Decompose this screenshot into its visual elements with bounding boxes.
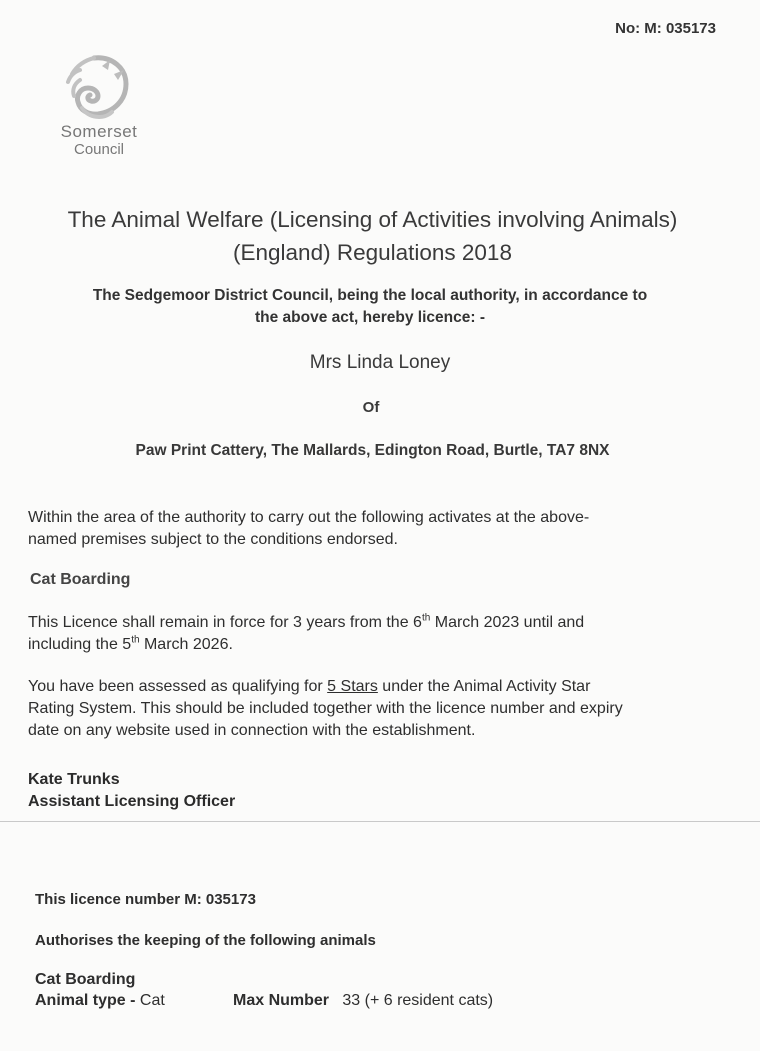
authority-paragraph [28,507,718,551]
activity-heading: Cat Boarding [30,571,131,588]
lower-activity-heading: Cat Boarding [35,971,136,988]
signatory-name: Kate Trunks [28,771,120,788]
licensee-name: Mrs Linda Loney [309,352,451,373]
animal-type-label: Animal type - [35,992,136,1009]
licence-number-line: This licence number M: 035173 [35,891,256,908]
title-line-2: (England) Regulations 2018 [233,240,512,265]
validity-line-2 [28,634,718,656]
validity-text-d: March 2026. [139,636,233,653]
of-label: Of [362,399,380,416]
validity-paragraph [28,612,718,656]
validity-text-a: This Licence shall remain in force for 3 years from the 6 [28,614,422,631]
council-logo [44,52,154,158]
validity-text-b: March 2023 until and [430,614,585,631]
intro-line-2: the above act, hereby licence: - [254,309,485,326]
wyvern-emblem-icon [54,52,134,124]
signatory-role: Assistant Licensing Officer [28,793,236,810]
star-rating-paragraph [28,676,718,742]
authority-line-1: Within the area of the authority to carry out the following activates at the above- [28,509,590,526]
star-rating-line-1 [28,676,718,698]
validity-sup-1: th [421,612,431,624]
premises-address: Paw Print Cattery, The Mallards, Edington Road, Burtle, TA7 8NX [135,442,610,459]
star-text-a: You have been assessed as qualifying for [28,678,328,695]
max-number-value: 33 (+ 6 resident cats) [342,992,494,1009]
logo-text-council: Council [73,141,125,158]
validity-sup-2: th [131,634,140,646]
document-title [20,203,725,269]
animal-details-row [35,992,494,1010]
star-rating-value: 5 Stars [327,678,378,695]
logo-text-somerset: Somerset [60,122,138,141]
title-line-1: The Animal Welfare (Licensing of Activities involving Animals) [67,207,678,232]
validity-line-1 [28,612,718,634]
star-text-b: under the Animal Activity Star [377,678,591,695]
max-number-label: Max Number [233,992,330,1009]
signatory-block [28,769,235,813]
validity-text-c: including the 5 [28,636,132,653]
section-divider [0,821,760,822]
licence-number-header: No: M: 035173 [615,20,716,37]
intro-statement [30,285,710,329]
intro-line-1: The Sedgemoor District Council, being the local authority, in accordance to [92,287,648,304]
max-number-group [233,992,493,1010]
star-rating-line-3: date on any website used in connection with the establishment. [28,722,476,739]
star-rating-line-2: Rating System. This should be included together with the licence number and expiry [28,700,623,717]
authorises-line: Authorises the keeping of the following animals [35,932,376,949]
authority-line-2: named premises subject to the conditions endorsed. [28,531,398,548]
animal-type-value: Cat [135,992,165,1009]
